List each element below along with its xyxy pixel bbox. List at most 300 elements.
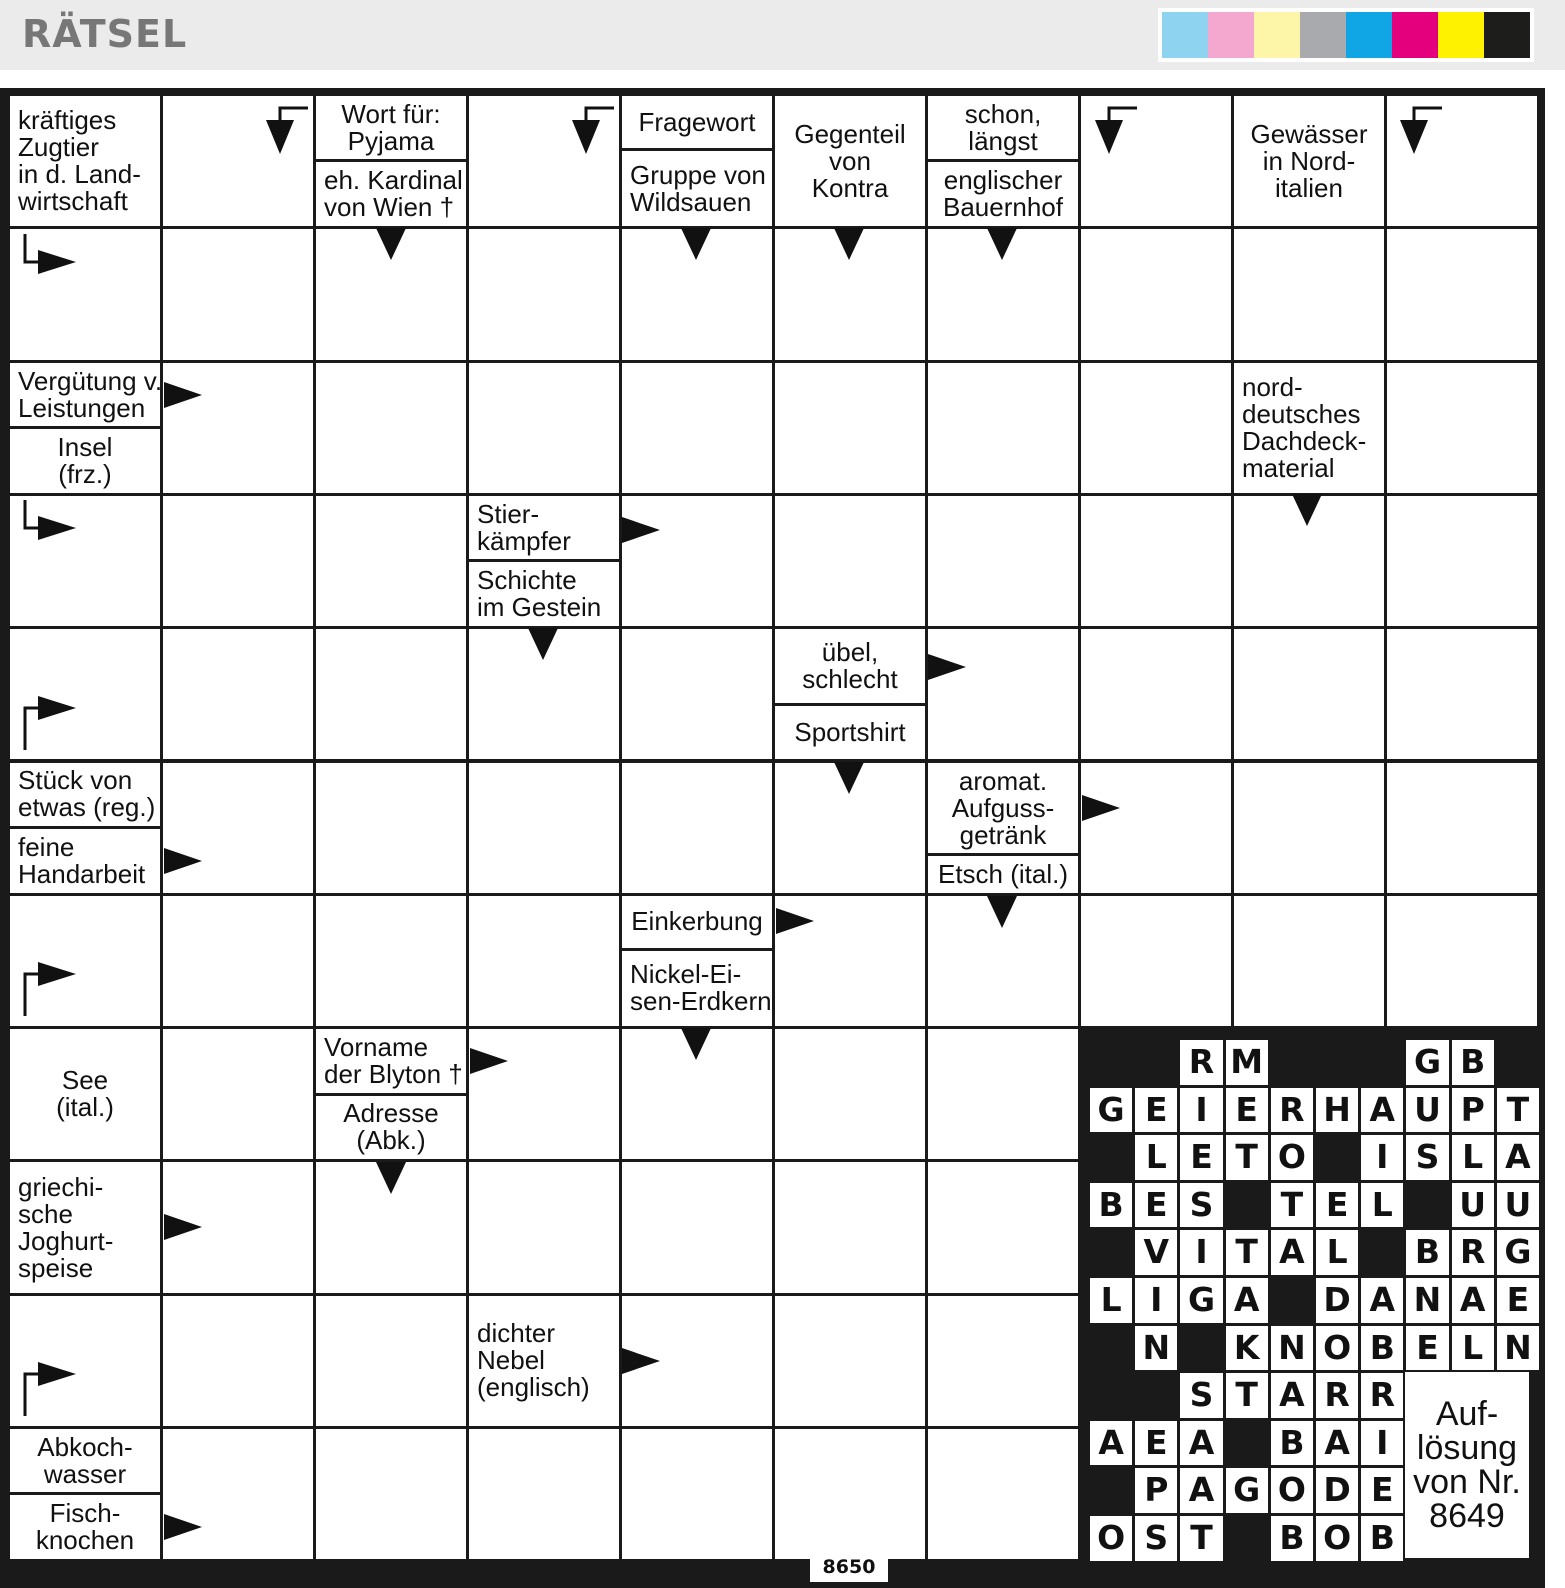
solution-letter: A [1226,1278,1268,1323]
grid-cell-r7-c1[interactable] [163,1029,313,1159]
clue-line: eh. Kardinal [324,165,463,196]
down-arrow-icon [985,894,1019,930]
solution-letter: G [1497,1230,1539,1275]
clue-line: übel, [821,637,879,668]
grid-cell-r5-c2[interactable] [316,763,466,893]
solution-letter: E [1135,1183,1177,1228]
solution-letter: A [1497,1135,1539,1180]
clue-line: Dachdeck- [1242,425,1367,456]
solution-letter: P [1452,1088,1494,1133]
grid-cell-r4-c2[interactable] [316,629,466,759]
clue-divider [775,703,925,706]
clue-line: etwas (reg.) [18,792,156,823]
grid-cell-r10-c6[interactable] [928,1429,1078,1559]
right-arrow-icon [162,380,204,410]
clue-c50b [10,829,160,893]
clue-c72b [316,1096,466,1160]
clue-c64a [622,896,772,948]
clue-line: Handarbeit [18,858,146,889]
solution-letter: T [1271,1183,1313,1228]
solution-letter: R [1180,1040,1222,1085]
clue-divider [316,159,466,162]
grid-cell-r2-c0[interactable] [10,363,163,493]
clue-divider [10,1492,160,1495]
puzzle-number: 8650 [810,1552,888,1582]
clue-divider [10,426,160,429]
solution-letter: E [1497,1278,1539,1323]
solution-letter: E [1180,1135,1222,1180]
solution-letter: O [1271,1135,1313,1180]
right-arrow-icon [1080,793,1122,823]
solution-letter: M [1226,1040,1268,1085]
grid-cell-r3-c6[interactable] [928,496,1078,626]
clue-c80 [10,1162,160,1292]
clue-line: Wort für: [341,98,441,129]
solution-letter: R [1361,1373,1403,1418]
clue-line: See [61,1065,109,1096]
solution-letter: S [1180,1373,1222,1418]
clue-line: griechi- [18,1171,104,1202]
clue-line: (frz.) [58,458,112,489]
crossword-board [0,88,1545,1588]
clue-c93 [469,1296,619,1426]
grid-cell-r8-c3[interactable] [469,1162,619,1292]
clue-line: Insel [57,431,113,462]
solution-letter: L [1135,1135,1177,1180]
solution-letter: A [1180,1468,1222,1513]
color-swatch-0 [1162,12,1208,58]
right-arrow-icon [468,1046,510,1076]
right-arrow-icon [620,1346,662,1376]
solution-letter: U [1406,1088,1448,1133]
grid-cell-r3-c9[interactable] [1387,496,1537,626]
grid-cell-r2-c3[interactable] [469,363,619,493]
clue-line: schon, [964,98,1042,129]
solution-letter: B [1271,1421,1313,1466]
grid-cell-r0-c4[interactable] [622,96,772,226]
solution-letter: O [1316,1326,1358,1371]
grid-cell-r10-c5[interactable] [775,1429,925,1559]
solution-letter: E [1406,1326,1448,1371]
clue-divider [622,148,772,151]
grid-cell-r2-c8[interactable] [1234,363,1384,493]
solution-letter: B [1452,1040,1494,1085]
solution-letter: D [1316,1278,1358,1323]
clue-line: getränk [959,819,1047,850]
grid-cell-r1-c3[interactable] [469,229,619,359]
solution-letter: A [1180,1421,1222,1466]
clue-c05 [775,96,925,226]
clue-divider [10,826,160,829]
solution-letter: B [1361,1516,1403,1561]
solution-note-line: lösung [1416,1429,1518,1467]
solution-letter: B [1090,1183,1132,1228]
clue-line: Gruppe von [630,159,766,190]
color-swatch-1 [1208,12,1254,58]
right-arrow-icon [22,960,80,1018]
down-arrow-icon [832,760,866,796]
solution-letter: B [1361,1326,1403,1371]
solution-letter: V [1135,1230,1177,1275]
grid-cell-r1-c7[interactable] [1081,229,1231,359]
color-swatch-4 [1346,12,1392,58]
grid-cell-r10-c4[interactable] [622,1429,772,1559]
grid-cell-r3-c2[interactable] [316,496,466,626]
clue-c33a [469,496,619,560]
down-arrow-icon [1093,106,1139,158]
solution-letter: R [1452,1230,1494,1275]
clue-line: Fisch- [49,1498,121,1529]
right-arrow-icon [162,1512,204,1542]
solution-letter: T [1226,1373,1268,1418]
header-bar [0,0,1565,70]
clue-c28 [1234,363,1384,493]
solution-letter: A [1452,1278,1494,1323]
clue-c50a [10,763,160,827]
solution-letter: O [1316,1516,1358,1561]
clue-c20b [10,429,160,493]
clue-c56a [928,763,1078,854]
solution-letter: S [1180,1183,1222,1228]
grid-cell-r3-c3[interactable] [469,496,619,626]
down-arrow-icon [374,1160,408,1196]
grid-cell-r1-c1[interactable] [163,229,313,359]
color-swatch-6 [1438,12,1484,58]
solution-letter: T [1226,1230,1268,1275]
solution-letter: G [1090,1088,1132,1133]
grid-cell-r2-c9[interactable] [1387,363,1537,493]
grid-cell-r5-c4[interactable] [622,763,772,893]
page-title: RÄTSEL [22,12,188,56]
grid-cell-r3-c7[interactable] [1081,496,1231,626]
clue-line: Vorname [324,1032,429,1063]
clue-line: wasser [43,1458,127,1489]
grid-cell-r7-c6[interactable] [928,1029,1078,1159]
solution-letter: R [1271,1088,1313,1133]
clue-line: Schichte [477,565,577,596]
clue-line: Stier- [477,498,540,529]
clue-line: knochen [35,1525,135,1556]
clue-c100b [10,1495,160,1559]
clue-c06a [928,96,1078,160]
solution-letter: N [1497,1326,1539,1371]
solution-letter: T [1497,1088,1539,1133]
clue-line: speise [18,1252,94,1283]
solution-note [1405,1372,1529,1558]
clue-c72a [316,1029,466,1093]
clue-line: Etsch (ital.) [937,859,1069,890]
clue-line: nord- [1242,371,1303,402]
grid-cell-r5-c0[interactable] [10,763,160,893]
right-arrow-icon [620,515,662,545]
solution-letter: B [1406,1230,1448,1275]
solution-letter: I [1180,1088,1222,1133]
grid-cell-r9-c1[interactable] [163,1296,313,1426]
solution-letter: A [1361,1088,1403,1133]
grid-cell-r9-c6[interactable] [928,1296,1078,1426]
solution-letter: L [1452,1135,1494,1180]
clue-line: sen-Erdkern [630,986,772,1017]
clue-line: kräftiges [18,105,117,136]
right-arrow-icon [162,846,204,876]
solution-letter: N [1271,1326,1313,1371]
clue-line: feine [18,831,75,862]
clue-line: Nebel [477,1345,545,1376]
solution-letter: E [1316,1183,1358,1228]
clue-line: englischer [943,165,1063,196]
clue-line: Joghurt- [18,1225,114,1256]
clue-c00 [10,96,160,226]
solution-letter: E [1226,1088,1268,1133]
clue-line: aromat. [958,765,1048,796]
solution-letter: L [1452,1326,1494,1371]
solution-letter: I [1180,1230,1222,1275]
right-arrow-icon [774,906,816,936]
clue-divider [928,159,1078,162]
solution-letter: N [1135,1326,1177,1371]
solution-letter: G [1180,1278,1222,1323]
clue-line: italien [1275,172,1343,203]
color-swatch-5 [1392,12,1438,58]
down-arrow-icon [264,106,310,158]
clue-line: sche [18,1198,73,1229]
grid-cell-r5-c6[interactable] [928,763,1078,893]
clue-line: Wildsauen [630,186,752,217]
clue-c08 [1234,96,1384,226]
grid-cell-r4-c4[interactable] [622,629,772,759]
solution-letter: U [1452,1183,1494,1228]
solution-note-line: Auf- [1435,1395,1499,1433]
clue-line: Adresse [343,1098,439,1129]
clue-line: Abkoch- [37,1431,133,1462]
clue-divider [316,1093,466,1096]
color-swatch-7 [1484,12,1530,58]
clue-c45a [775,629,925,703]
right-arrow-icon [22,232,80,284]
solution-letter: A [1316,1421,1358,1466]
grid-cell-r7-c0[interactable] [10,1029,160,1159]
grid-cell-r8-c0[interactable] [10,1162,160,1292]
grid-cell-r2-c4[interactable] [622,363,772,493]
clue-c04a [622,96,772,148]
clue-line: Stück von [18,765,133,796]
clue-c100a [10,1429,160,1493]
solution-letter: A [1361,1278,1403,1323]
grid-cell-r0-c2[interactable] [316,96,466,226]
solution-letter: I [1135,1278,1177,1323]
solution-letter: I [1361,1421,1403,1466]
clue-line: Kontra [811,172,889,203]
clue-line: Gewässer [1250,118,1368,149]
grid-cell-r8-c4[interactable] [622,1162,772,1292]
grid-cell-r4-c8[interactable] [1234,629,1384,759]
down-arrow-icon [832,226,866,262]
solution-note-line: 8649 [1429,1497,1505,1535]
clue-c04b [622,151,772,227]
grid-cell-r4-c6[interactable] [928,629,1078,759]
solution-letter: L [1090,1278,1132,1323]
clue-line: von Wien † [324,192,455,223]
solution-letter: A [1271,1373,1313,1418]
clue-line: Aufguss- [951,792,1055,823]
clue-line: schlecht [802,664,898,695]
clue-line: (ital.) [56,1092,114,1123]
clue-divider [469,559,619,562]
down-arrow-icon [679,1026,713,1062]
clue-divider [928,853,1078,856]
grid-cell-r5-c9[interactable] [1387,763,1537,893]
grid-cell-r8-c5[interactable] [775,1162,925,1292]
grid-cell-r2-c5[interactable] [775,363,925,493]
solution-letter: S [1406,1135,1448,1180]
clue-line: (englisch) [477,1372,590,1403]
clue-line: Einkerbung [631,906,763,937]
solution-letter: S [1135,1516,1177,1561]
solution-letter: T [1180,1516,1222,1561]
down-arrow-icon [1290,492,1324,528]
solution-letter: P [1135,1468,1177,1513]
grid-cell-r9-c5[interactable] [775,1296,925,1426]
clue-c56b [928,856,1078,892]
right-arrow-icon [926,652,968,682]
clue-c06b [928,162,1078,226]
clue-line: Pyjama [347,125,435,156]
clue-line: Gegenteil [794,118,906,149]
clue-line: Sportshirt [794,717,906,748]
grid-cell-r7-c5[interactable] [775,1029,925,1159]
solution-letter: L [1361,1183,1403,1228]
clue-line: in d. Land- [18,159,141,190]
down-arrow-icon [679,226,713,262]
grid-cell-r10-c2[interactable] [316,1429,466,1559]
grid-cell-r4-c7[interactable] [1081,629,1231,759]
solution-letter: E [1135,1421,1177,1466]
clue-line: (Abk.) [356,1125,426,1156]
solution-letter: N [1406,1278,1448,1323]
solution-letter: O [1271,1468,1313,1513]
grid-cell-r3-c5[interactable] [775,496,925,626]
solution-letter: A [1271,1230,1313,1275]
grid-cell-r5-c7[interactable] [1081,763,1231,893]
clue-line: material [1242,452,1335,483]
grid-cell-r6-c4[interactable] [622,896,772,1026]
grid-cell-r0-c6[interactable] [928,96,1078,226]
grid-cell-r9-c2[interactable] [316,1296,466,1426]
solution-letter: E [1361,1468,1403,1513]
solution-note-line: von Nr. [1413,1463,1521,1501]
grid-cell-r3-c1[interactable] [163,496,313,626]
solution-letter: G [1226,1468,1268,1513]
clue-c33b [469,562,619,626]
clue-line: im Gestein [477,592,602,623]
grid-cell-r2-c7[interactable] [1081,363,1231,493]
solution-letter: H [1316,1088,1358,1133]
grid-cell-r4-c1[interactable] [163,629,313,759]
grid-cell-r5-c8[interactable] [1234,763,1384,893]
solution-letter: G [1406,1040,1448,1085]
grid-cell-r10-c0[interactable] [10,1429,160,1559]
solution-letter: T [1226,1135,1268,1180]
down-arrow-icon [526,626,560,662]
clue-line: Vergütung v. [18,365,163,396]
down-arrow-icon [570,106,616,158]
clue-line: von [829,145,871,176]
clue-line: Fragewort [638,106,756,137]
color-swatch-2 [1254,12,1300,58]
grid-cell-r9-c3[interactable] [469,1296,619,1426]
grid-cell-r6-c2[interactable] [316,896,466,1026]
solution-letter: E [1135,1088,1177,1133]
grid-cell-r6-c8[interactable] [1234,896,1384,1026]
clue-c20a [10,363,163,427]
solution-letter: D [1316,1468,1358,1513]
grid-cell-r5-c3[interactable] [469,763,619,893]
grid-cell-r2-c6[interactable] [928,363,1078,493]
grid-cell-r6-c9[interactable] [1387,896,1537,1026]
clue-line: Leistungen [18,392,146,423]
right-arrow-icon [22,498,80,550]
solution-letter: K [1226,1326,1268,1371]
grid-cell-r1-c9[interactable] [1387,229,1537,359]
grid-cell-r1-c8[interactable] [1234,229,1384,359]
solution-letter: R [1316,1373,1358,1418]
grid-cell-r6-c7[interactable] [1081,896,1231,1026]
solution-letter: O [1090,1516,1132,1561]
down-arrow-icon [1398,106,1444,158]
grid-cell-r6-c1[interactable] [163,896,313,1026]
solution-letter: U [1497,1183,1539,1228]
clue-line: kämpfer [477,525,571,556]
color-calibration-strip [1158,8,1534,62]
clue-line: längst [968,125,1038,156]
clue-line: dichter [477,1318,556,1349]
grid-cell-r2-c2[interactable] [316,363,466,493]
clue-line: Nickel-Ei- [630,959,742,990]
clue-divider [622,948,772,951]
clue-c45b [775,706,925,759]
clue-c70 [10,1029,160,1159]
grid-cell-r8-c6[interactable] [928,1162,1078,1292]
clue-line: Zugtier [18,132,99,163]
right-arrow-icon [22,1360,80,1418]
down-arrow-icon [374,226,408,262]
grid-cell-r4-c5[interactable] [775,629,925,759]
grid-cell-r7-c2[interactable] [316,1029,466,1159]
clue-c64b [622,951,772,1027]
color-swatch-3 [1300,12,1346,58]
right-arrow-icon [162,1212,204,1242]
grid-cell-r10-c3[interactable] [469,1429,619,1559]
clue-line: der Blyton † [324,1059,463,1090]
solution-letter: A [1090,1421,1132,1466]
grid-cell-r0-c8[interactable] [1234,96,1384,226]
grid-cell-r0-c5[interactable] [775,96,925,226]
grid-cell-r0-c0[interactable] [10,96,160,226]
grid-cell-r4-c9[interactable] [1387,629,1537,759]
right-arrow-icon [22,694,80,752]
solution-letter: I [1361,1135,1403,1180]
clue-line: Bauernhof [943,192,1063,223]
clue-line: in Nord- [1262,145,1356,176]
solution-letter: L [1316,1230,1358,1275]
clue-line: deutsches [1242,398,1361,429]
clue-c02a [316,96,466,160]
solution-letter: B [1271,1516,1313,1561]
clue-line: wirtschaft [18,186,128,217]
clue-c02b [316,162,466,226]
down-arrow-icon [985,226,1019,262]
grid-cell-r6-c3[interactable] [469,896,619,1026]
